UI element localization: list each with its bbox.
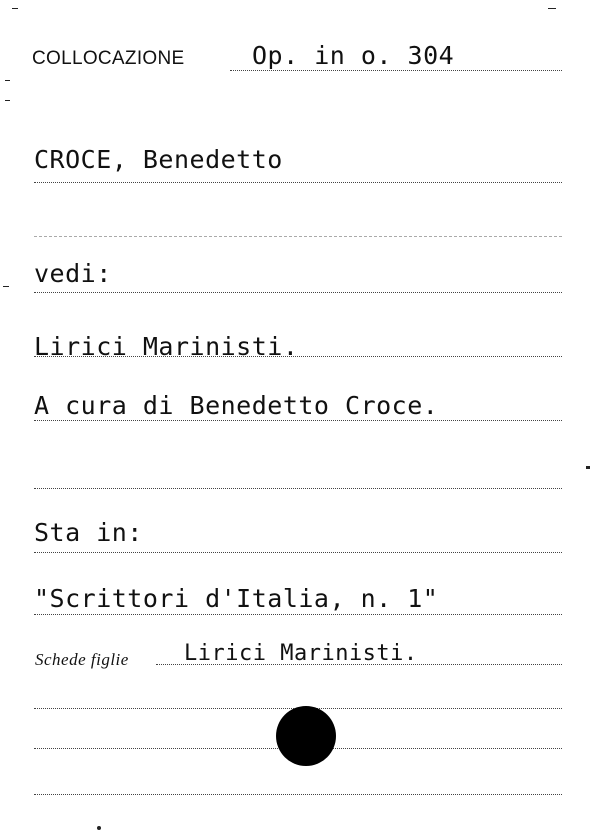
rule-curator bbox=[34, 420, 562, 421]
punch-hole bbox=[276, 706, 336, 766]
collocazione-value: Op. in o. 304 bbox=[252, 41, 455, 70]
vedi-label: vedi: bbox=[34, 259, 112, 288]
ink-speck bbox=[97, 826, 101, 830]
edge-mark bbox=[548, 8, 556, 9]
rule-blank-1 bbox=[34, 236, 562, 237]
schede-figlie-value: Lirici Marinisti. bbox=[184, 641, 418, 666]
rule-vedi bbox=[34, 292, 562, 293]
rule-title bbox=[34, 356, 562, 357]
rule-schede-figlie bbox=[156, 664, 562, 665]
edge-mark bbox=[5, 100, 10, 101]
rule-collocazione bbox=[230, 70, 562, 71]
rule-series bbox=[34, 614, 562, 615]
curator-line: A cura di Benedetto Croce. bbox=[34, 391, 439, 420]
collocazione-label: COLLOCAZIONE bbox=[32, 48, 185, 69]
edge-mark bbox=[5, 80, 10, 81]
title-line: Lirici Marinisti. bbox=[34, 332, 299, 361]
sta-in-label: Sta in: bbox=[34, 518, 143, 547]
rule-blank-5 bbox=[34, 794, 562, 795]
edge-mark bbox=[12, 8, 18, 9]
series-line: "Scrittori d'Italia, n. 1" bbox=[34, 584, 439, 613]
rule-author bbox=[34, 182, 562, 183]
author-heading: CROCE, Benedetto bbox=[34, 145, 283, 174]
rule-sta-in bbox=[34, 552, 562, 553]
schede-figlie-label: Schede figlie bbox=[35, 650, 129, 669]
edge-mark bbox=[3, 286, 9, 287]
rule-blank-2 bbox=[34, 488, 562, 489]
edge-mark bbox=[586, 466, 590, 469]
